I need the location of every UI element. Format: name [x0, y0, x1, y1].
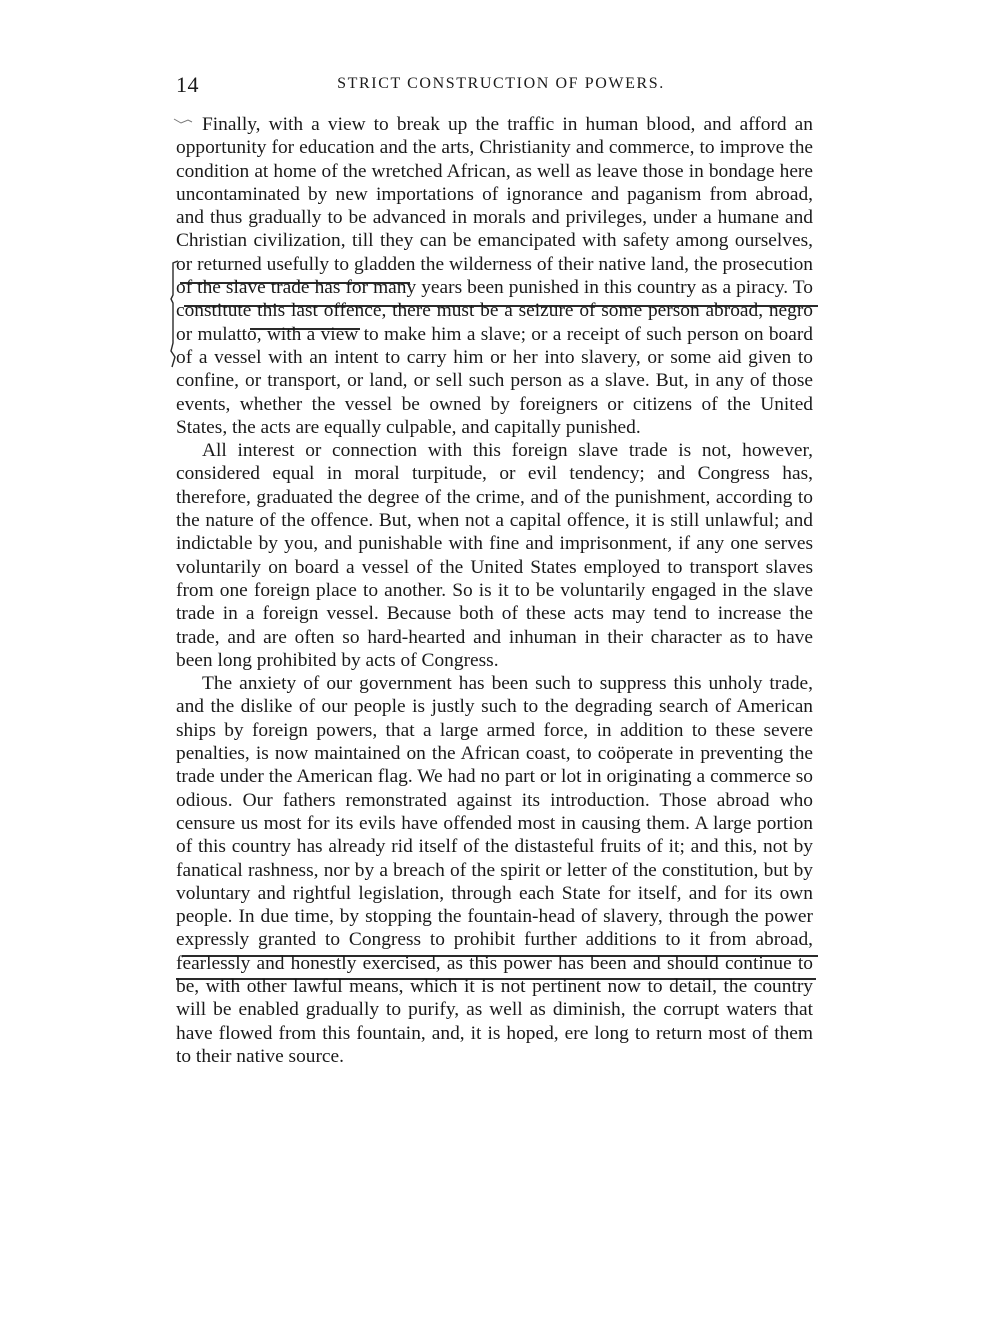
- page-number: 14: [176, 72, 199, 97]
- paragraph: All interest or connection with this foreign slave trade is not, however, considered equal in moral turpitude, or evil tendency; and Congress has, therefore, graduated the degree of the crime, and of the punishment, according to the nature of the offence. But, when not a capital offence, it is still unlawful; and indictable by you, and punishable with fine and imprisonment, if any one serves voluntarily on board a vessel of the United States employed to transport slaves from one foreign place to another. So is it to be voluntarily engaged in the slave trade in a foreign vessel. Because both of these acts may tend to increase the trade, and are often so hard-hearted and inhuman in their character as to have been long prohibited by acts of Congress.: [176, 440, 813, 671]
- paragraph: The anxiety of our government has been such to suppress this unholy trade, and the dislike of our people is justly such to the degrading search of American ships by foreign powers, that a large armed force, in addition to these severe penalties, is now maintained on the African coast, to coöperate in preventing the trade under the American flag. We had no part or lot in originating a commerce so odious. Our fathers remonstrated against its introduction. Those abroad who censure us most for its evils have offended most in causing them. A large portion of this country has already rid itself of the distasteful fruits of it; and this, not by fanatical rashness, nor by a breach of the spirit or letter of the constitution, but by voluntary and rightful legislation, through each State for itself, and for its own people. In due time, by stopping the fountain-head of slavery, through the power expressly granted to Congress to prohibit further additions to it from abroad, fearlessly and honestly exercised, as this power has been and should continue to be, with other lawful means, which it is not pertinent now to detail, the country will be enabled gradually to purify, as well as diminish, the corrupt waters that have flowed from this fountain, and, it is hoped, ere long to return most of them to their native source.: [176, 673, 813, 1067]
- paragraph: Finally, with a view to break up the traffic in human blood, and afford an opportunity for education and the arts, Christianity and commerce, to improve the condition at home of the wretched African, as well as leave those in bondage here uncontaminated by new importations of ignorance and paganism from abroad, and thus gradually to be advanced in morals and privileges, under a humane and Christian civilization, till they can be emancipated with safety among ourselves, or returned usefully to gladden the wilderness of their native land, the prosecution of the slave trade has for many years been punished in this country as a piracy. To constitute this last offence, there must be a seizure of some person abroad, negro or mulatto, with a view to make him a slave; or a receipt of such person on board of a vessel with an intent to carry him or her into slavery, or some aid given to confine, or transport, or land, or sell such person as a slave. But, in any of those events, whether the vessel be owned by foreigners or citizens of the United States, the acts are equally culpable, and capitally punished.: [176, 114, 813, 438]
- page-header: [176, 72, 816, 102]
- body-text: [176, 113, 813, 1068]
- running-title: STRICT CONSTRUCTION OF POWERS.: [337, 75, 665, 92]
